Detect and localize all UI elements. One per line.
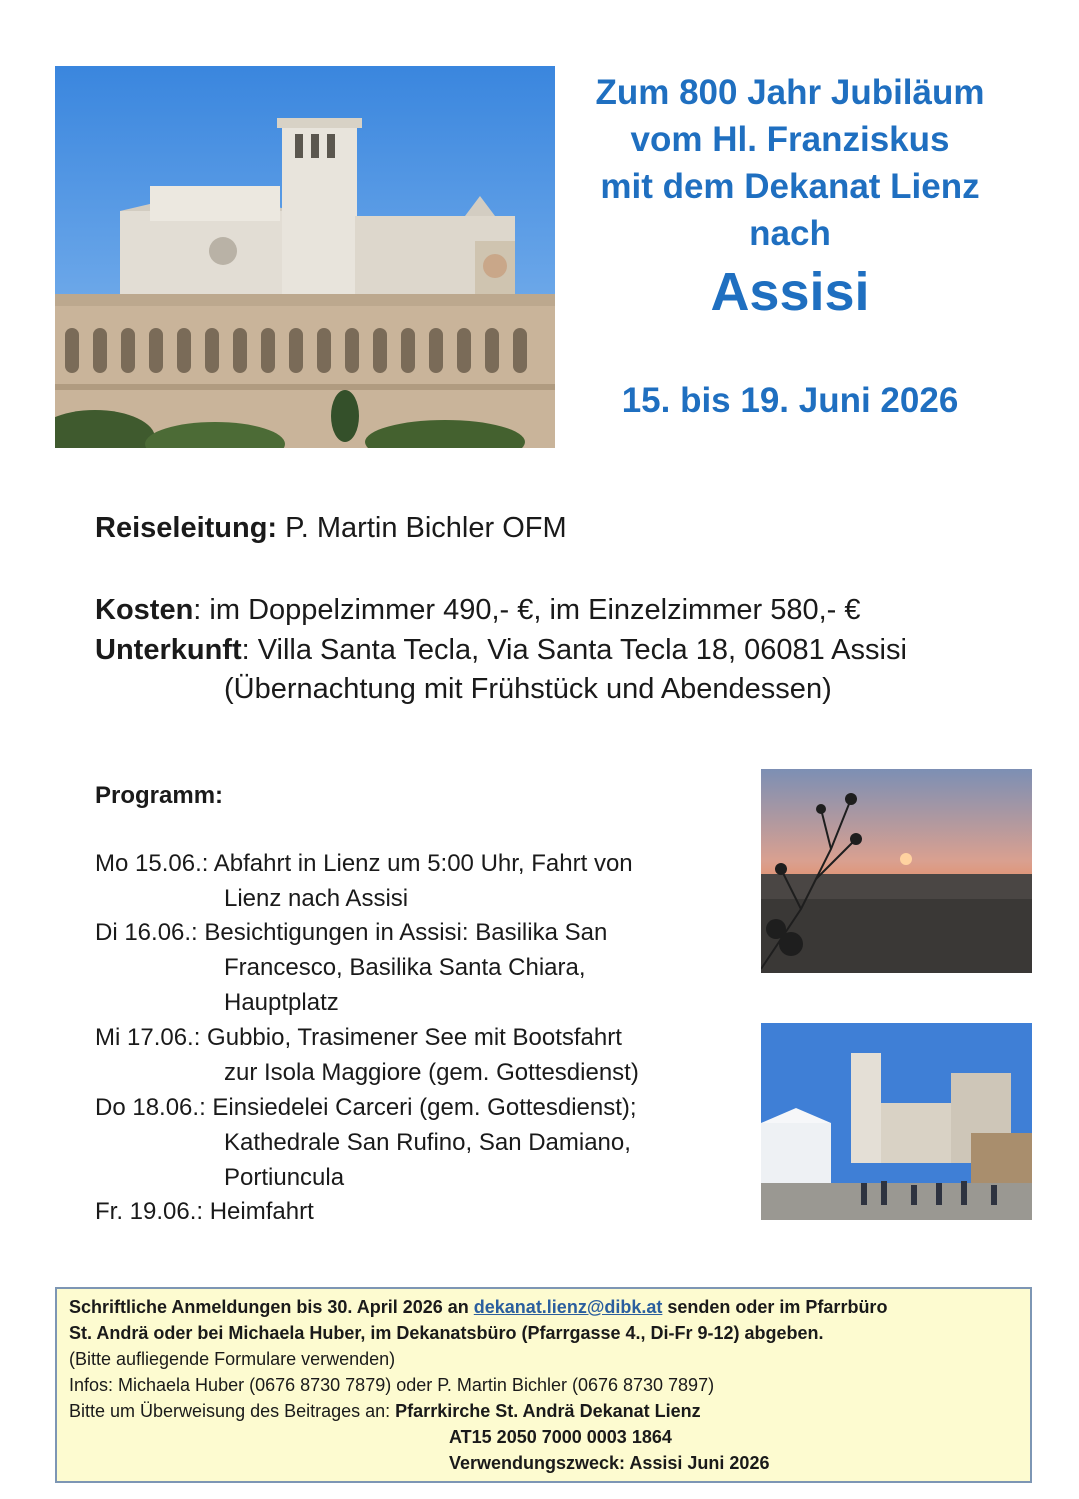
email-link[interactable]: dekanat.lienz@dibk.at (473, 1297, 663, 1317)
program-line: Mi 17.06.: Gubbio, Trasimener See mit Bootsfahrt (95, 1024, 622, 1051)
title-line-1: Zum 800 Jahr Jubiläum (595, 73, 985, 112)
tour-leader-label: Reiseleitung: (95, 512, 278, 544)
payment-recipient: Pfarrkirche St. Andrä Dekanat Lienz (395, 1401, 701, 1421)
program-line: Francesco, Basilika Santa Chiara, (224, 954, 586, 981)
lodging-value: : Villa Santa Tecla, Via Santa Tecla 18, 06081 Assisi (241, 634, 907, 666)
program-line: Lienz nach Assisi (224, 885, 409, 912)
basilica-square-photo (761, 1023, 1032, 1220)
travel-dates: 15. bis 19. Juni 2026 (621, 381, 959, 420)
cost-value: : im Doppelzimmer 490,- €, im Einzelzimmer 580,- € (193, 594, 861, 626)
tour-leader-value: P. Martin Bichler OFM (277, 512, 567, 544)
lodging-note: (Übernachtung mit Frühstück und Abendessen) (224, 673, 832, 705)
program-line: Mo 15.06.: Abfahrt in Lienz um 5:00 Uhr, Fahrt von (95, 850, 633, 877)
program-line: zur Isola Maggiore (gem. Gottesdienst) (224, 1059, 639, 1086)
registration-intro-rest: senden oder im Pfarrbüro (662, 1297, 888, 1317)
payment-iban: AT15 2050 7000 0003 1864 (449, 1427, 672, 1447)
title-line-4: nach (749, 214, 831, 253)
title-assisi: Assisi (710, 262, 870, 322)
payment-purpose: Verwendungszweck: Assisi Juni 2026 (449, 1453, 770, 1473)
registration-line-1 (69, 1297, 887, 1318)
lodging-line (95, 634, 907, 667)
program-label: Programm: (95, 782, 224, 809)
tour-leader-line (95, 512, 567, 545)
payment-intro: Bitte um Überweisung des Beitrages an: (69, 1401, 396, 1421)
program-line: Do 18.06.: Einsiedelei Carceri (gem. Gottesdienst); (95, 1094, 637, 1121)
program-line: Portiuncula (224, 1164, 345, 1191)
registration-intro: Schriftliche Anmeldungen bis 30. April 2026 an (69, 1297, 474, 1317)
sunset-photo (761, 769, 1032, 973)
program-line: Di 16.06.: Besichtigungen in Assisi: Basilika San (95, 919, 608, 946)
registration-forms-note: (Bitte aufliegende Formulare verwenden) (69, 1349, 396, 1369)
cost-line (95, 594, 861, 627)
title-line-3: mit dem Dekanat Lienz (600, 167, 980, 206)
program-line: Kathedrale San Rufino, San Damiano, (224, 1129, 631, 1156)
lodging-label: Unterkunft (95, 634, 242, 666)
payment-line (69, 1401, 701, 1422)
registration-contacts: Infos: Michaela Huber (0676 8730 7879) oder P. Martin Bichler (0676 8730 7897) (69, 1375, 715, 1395)
registration-line-2: St. Andrä oder bei Michaela Huber, im Dekanatsbüro (Pfarrgasse 4., Di-Fr 9-12) abgeben. (69, 1323, 824, 1343)
cost-label: Kosten (95, 594, 194, 626)
program-line: Hauptplatz (224, 989, 339, 1016)
title-line-2: vom Hl. Franziskus (630, 120, 950, 159)
program-line: Fr. 19.06.: Heimfahrt (95, 1198, 314, 1225)
basilica-photo (55, 66, 555, 448)
